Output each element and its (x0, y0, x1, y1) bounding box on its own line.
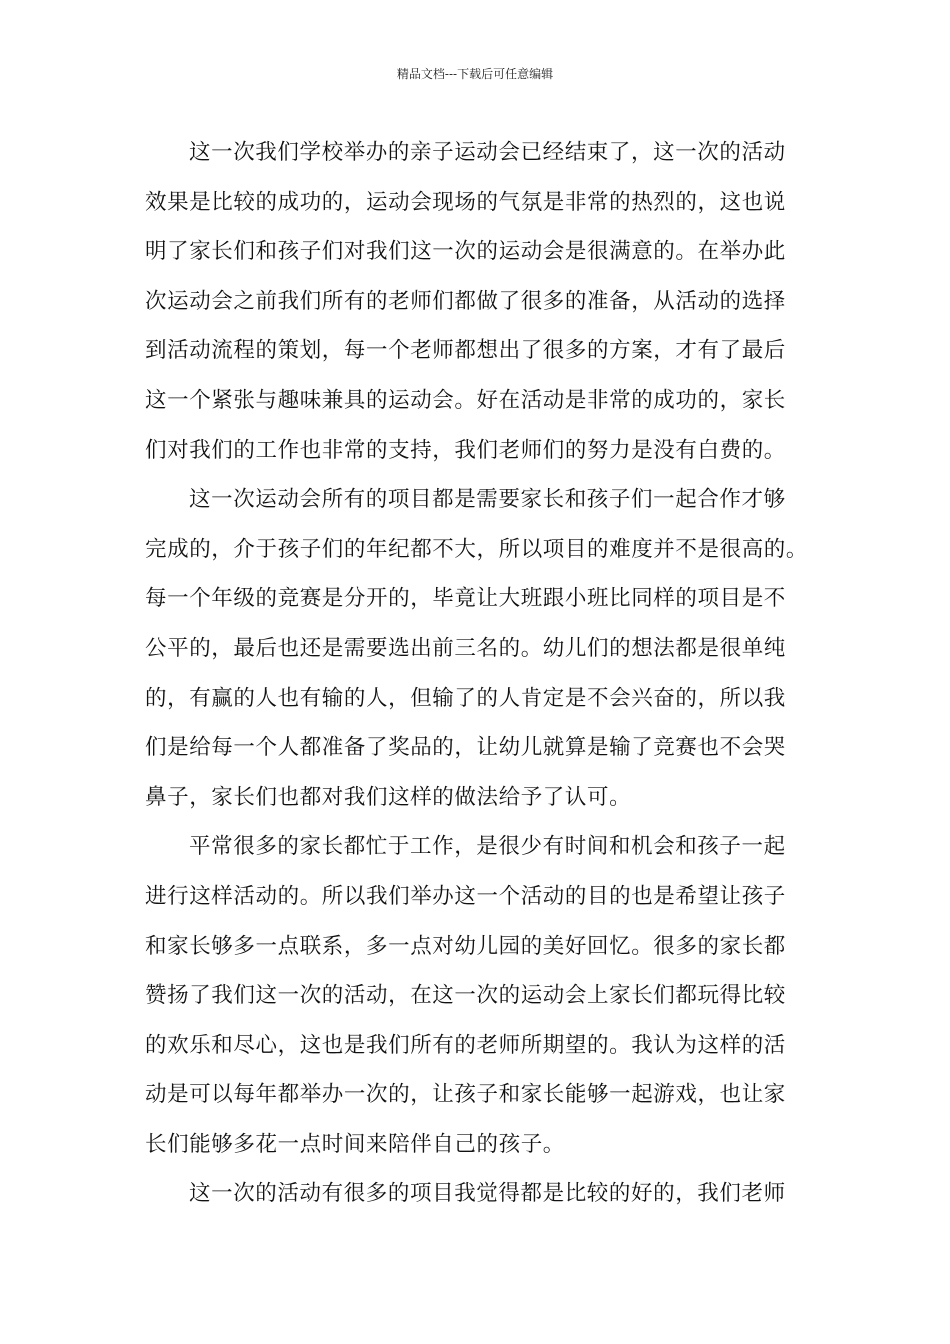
paragraph-3-line-4: 赞扬了我们这一次的活动，在这一次的运动会上家长们都玩得比较 (145, 983, 786, 1009)
paragraph-1-line-2: 效果是比较的成功的，运动会现场的气氛是非常的热烈的，这也说 (145, 189, 786, 215)
paragraph-3-line-2: 进行这样活动的。所以我们举办这一个活动的目的也是希望让孩子 (145, 883, 786, 909)
page-header: 精品文档---下载后可任意编辑 (396, 67, 554, 81)
paragraph-1-line-6: 这一个紧张与趣味兼具的运动会。好在活动是非常的成功的，家长 (145, 387, 786, 413)
paragraph-3-line-5: 的欢乐和尽心，这也是我们所有的老师所期望的。我认为这样的活 (145, 1032, 786, 1058)
document-body (145, 128, 810, 1219)
paragraph-1-line-1: 这一次我们学校举办的亲子运动会已经结束了，这一次的活动 (189, 140, 786, 165)
paragraph-2-line-3: 每一个年级的竞赛是分开的，毕竟让大班跟小班比同样的项目是不 (145, 586, 786, 612)
paragraph-1-line-4: 次运动会之前我们所有的老师们都做了很多的准备，从活动的选择 (145, 288, 786, 314)
paragraph-2-line-6: 们是给每一个人都准备了奖品的，让幼儿就算是输了竞赛也不会哭 (145, 735, 786, 761)
paragraph-2-line-4: 公平的，最后也还是需要选出前三名的。幼儿们的想法都是很单纯 (145, 635, 786, 661)
paragraph-3-line-6: 动是可以每年都举办一次的，让孩子和家长能够一起游戏，也让家 (145, 1082, 786, 1108)
paragraph-1-line-7: 们对我们的工作也非常的支持，我们老师们的努力是没有白费的。 (145, 437, 786, 463)
paragraph-2-line-5: 的，有赢的人也有输的人，但输了的人肯定是不会兴奋的，所以我 (145, 685, 786, 711)
paragraph-4-line-1: 这一次的活动有很多的项目我觉得都是比较的好的，我们老师 (189, 1181, 786, 1207)
paragraph-2-line-7: 鼻子，家长们也都对我们这样的做法给予了认可。 (145, 784, 632, 810)
paragraph-3-line-7: 长们能够多花一点时间来陪伴自己的孩子。 (145, 1131, 565, 1157)
paragraph-3-line-3: 和家长够多一点联系，多一点对幼儿园的美好回忆。很多的家长都 (145, 933, 786, 959)
paragraph-3-line-1: 平常很多的家长都忙于工作，是很少有时间和机会和孩子一起 (189, 834, 786, 860)
paragraph-2-line-1: 这一次运动会所有的项目都是需要家长和孩子们一起合作才够 (189, 487, 786, 513)
paragraph-2-line-2: 完成的，介于孩子们的年纪都不大，所以项目的难度并不是很高的。 (145, 536, 809, 562)
paragraph-1-line-3: 明了家长们和孩子们对我们这一次的运动会是很满意的。在举办此 (145, 239, 786, 265)
paragraph-1-line-5: 到活动流程的策划，每一个老师都想出了很多的方案，才有了最后 (145, 338, 786, 364)
